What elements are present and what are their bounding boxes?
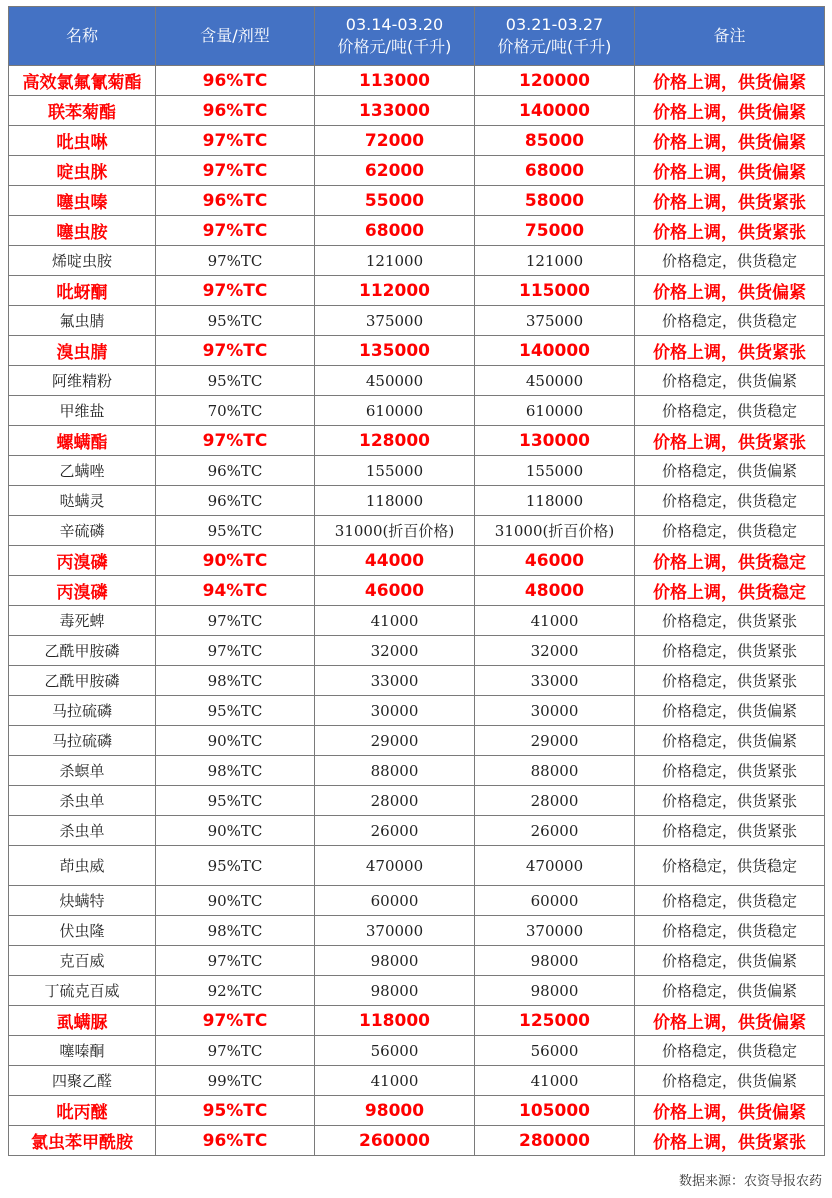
cell-note: 价格稳定，供货稳定 — [635, 486, 825, 516]
cell-name: 噻虫胺 — [9, 216, 156, 246]
cell-price-period-2: 98000 — [475, 946, 635, 976]
cell-price-period-2: 48000 — [475, 576, 635, 606]
cell-note: 价格上调，供货偏紧 — [635, 126, 825, 156]
table-row — [9, 66, 825, 96]
header-period-2-unit: 价格元/吨(千升) — [497, 37, 612, 56]
cell-price-period-1: 128000 — [315, 426, 475, 456]
cell-name: 杀螟单 — [9, 756, 156, 786]
cell-price-period-1: 31000(折百价格) — [315, 516, 475, 546]
table-row — [9, 696, 825, 726]
cell-content: 70%TC — [156, 396, 315, 426]
cell-price-period-2: 46000 — [475, 546, 635, 576]
cell-content: 95%TC — [156, 366, 315, 396]
cell-price-period-2: 125000 — [475, 1006, 635, 1036]
cell-note: 价格稳定，供货紧张 — [635, 786, 825, 816]
cell-content: 97%TC — [156, 1036, 315, 1066]
cell-name: 联苯菊酯 — [9, 96, 156, 126]
table-row — [9, 576, 825, 606]
cell-content: 97%TC — [156, 216, 315, 246]
cell-price-period-1: 375000 — [315, 306, 475, 336]
cell-price-period-1: 121000 — [315, 246, 475, 276]
header-row — [9, 7, 825, 66]
table-row — [9, 516, 825, 546]
cell-note: 价格上调，供货稳定 — [635, 546, 825, 576]
cell-price-period-2: 33000 — [475, 666, 635, 696]
cell-price-period-2: 31000(折百价格) — [475, 516, 635, 546]
cell-content: 96%TC — [156, 1126, 315, 1156]
cell-content: 95%TC — [156, 786, 315, 816]
table-row — [9, 96, 825, 126]
cell-note: 价格稳定，供货偏紧 — [635, 946, 825, 976]
cell-name: 毒死蜱 — [9, 606, 156, 636]
cell-note: 价格上调，供货紧张 — [635, 426, 825, 456]
cell-content: 98%TC — [156, 756, 315, 786]
cell-content: 97%TC — [156, 126, 315, 156]
cell-price-period-2: 105000 — [475, 1096, 635, 1126]
table-row — [9, 276, 825, 306]
cell-name: 吡丙醚 — [9, 1096, 156, 1126]
cell-content: 99%TC — [156, 1066, 315, 1096]
cell-price-period-2: 60000 — [475, 886, 635, 916]
cell-price-period-1: 28000 — [315, 786, 475, 816]
cell-price-period-1: 610000 — [315, 396, 475, 426]
cell-name: 丁硫克百威 — [9, 976, 156, 1006]
cell-price-period-1: 33000 — [315, 666, 475, 696]
cell-price-period-1: 155000 — [315, 456, 475, 486]
header-period-1 — [315, 7, 475, 66]
cell-price-period-2: 118000 — [475, 486, 635, 516]
cell-content: 95%TC — [156, 1096, 315, 1126]
cell-price-period-1: 55000 — [315, 186, 475, 216]
header-content: 含量/剂型 — [156, 7, 315, 66]
cell-content: 94%TC — [156, 576, 315, 606]
cell-content: 96%TC — [156, 486, 315, 516]
cell-name: 烯啶虫胺 — [9, 246, 156, 276]
cell-note: 价格上调，供货偏紧 — [635, 96, 825, 126]
cell-name: 甲维盐 — [9, 396, 156, 426]
cell-name: 伏虫隆 — [9, 916, 156, 946]
cell-note: 价格稳定，供货紧张 — [635, 816, 825, 846]
cell-content: 98%TC — [156, 916, 315, 946]
cell-note: 价格稳定，供货偏紧 — [635, 456, 825, 486]
cell-note: 价格稳定，供货稳定 — [635, 246, 825, 276]
cell-name: 溴虫腈 — [9, 336, 156, 366]
cell-note: 价格稳定，供货偏紧 — [635, 726, 825, 756]
cell-name: 丙溴磷 — [9, 576, 156, 606]
cell-content: 97%TC — [156, 606, 315, 636]
cell-price-period-1: 29000 — [315, 726, 475, 756]
cell-note: 价格稳定，供货偏紧 — [635, 366, 825, 396]
cell-name: 炔螨特 — [9, 886, 156, 916]
cell-price-period-2: 370000 — [475, 916, 635, 946]
price-table — [8, 6, 825, 1156]
header-period-1-date: 03.14-03.20 — [345, 15, 444, 34]
cell-name: 杀虫单 — [9, 786, 156, 816]
cell-price-period-1: 98000 — [315, 976, 475, 1006]
table-row — [9, 1036, 825, 1066]
cell-note: 价格稳定，供货稳定 — [635, 396, 825, 426]
cell-price-period-2: 58000 — [475, 186, 635, 216]
cell-note: 价格上调，供货偏紧 — [635, 156, 825, 186]
cell-content: 95%TC — [156, 846, 315, 886]
cell-content: 90%TC — [156, 816, 315, 846]
cell-note: 价格稳定，供货稳定 — [635, 916, 825, 946]
cell-content: 96%TC — [156, 456, 315, 486]
cell-price-period-1: 135000 — [315, 336, 475, 366]
cell-price-period-1: 41000 — [315, 1066, 475, 1096]
cell-content: 95%TC — [156, 516, 315, 546]
cell-price-period-2: 28000 — [475, 786, 635, 816]
table-row — [9, 1066, 825, 1096]
cell-price-period-2: 120000 — [475, 66, 635, 96]
cell-price-period-1: 72000 — [315, 126, 475, 156]
cell-price-period-1: 450000 — [315, 366, 475, 396]
header-period-2-date: 03.21-03.27 — [505, 15, 604, 34]
cell-note: 价格稳定，供货紧张 — [635, 756, 825, 786]
cell-price-period-1: 56000 — [315, 1036, 475, 1066]
table-row — [9, 786, 825, 816]
cell-price-period-2: 68000 — [475, 156, 635, 186]
table-body — [9, 66, 825, 1156]
table-row — [9, 1126, 825, 1156]
table-row — [9, 756, 825, 786]
cell-name: 茚虫威 — [9, 846, 156, 886]
cell-content: 95%TC — [156, 696, 315, 726]
cell-note: 价格稳定，供货紧张 — [635, 636, 825, 666]
cell-note: 价格稳定，供货稳定 — [635, 516, 825, 546]
header-name: 名称 — [9, 7, 156, 66]
cell-price-period-1: 32000 — [315, 636, 475, 666]
table-row — [9, 156, 825, 186]
data-source-note: 数据来源：农资导报农药 — [678, 1174, 822, 1189]
cell-note: 价格稳定，供货偏紧 — [635, 696, 825, 726]
cell-note: 价格稳定，供货稳定 — [635, 1036, 825, 1066]
cell-note: 价格上调，供货紧张 — [635, 1126, 825, 1156]
cell-price-period-2: 85000 — [475, 126, 635, 156]
cell-price-period-2: 375000 — [475, 306, 635, 336]
cell-price-period-2: 30000 — [475, 696, 635, 726]
cell-name: 乙酰甲胺磷 — [9, 636, 156, 666]
cell-price-period-1: 470000 — [315, 846, 475, 886]
cell-note: 价格稳定，供货紧张 — [635, 606, 825, 636]
table-row — [9, 546, 825, 576]
cell-note: 价格稳定，供货偏紧 — [635, 976, 825, 1006]
cell-price-period-2: 470000 — [475, 846, 635, 886]
cell-price-period-2: 32000 — [475, 636, 635, 666]
table-row — [9, 886, 825, 916]
cell-price-period-1: 133000 — [315, 96, 475, 126]
cell-name: 乙螨唑 — [9, 456, 156, 486]
cell-name: 哒螨灵 — [9, 486, 156, 516]
table-row — [9, 816, 825, 846]
table-row — [9, 946, 825, 976]
cell-content: 96%TC — [156, 66, 315, 96]
cell-price-period-1: 113000 — [315, 66, 475, 96]
cell-price-period-1: 88000 — [315, 756, 475, 786]
table-row — [9, 976, 825, 1006]
table-row — [9, 916, 825, 946]
table-row — [9, 126, 825, 156]
cell-content: 90%TC — [156, 546, 315, 576]
header-note: 备注 — [635, 7, 825, 66]
table-row — [9, 186, 825, 216]
cell-note: 价格上调，供货偏紧 — [635, 1096, 825, 1126]
cell-content: 90%TC — [156, 886, 315, 916]
cell-note: 价格上调，供货偏紧 — [635, 1006, 825, 1036]
cell-name: 氯虫苯甲酰胺 — [9, 1126, 156, 1156]
table-header — [9, 7, 825, 66]
cell-price-period-1: 98000 — [315, 1096, 475, 1126]
cell-price-period-2: 140000 — [475, 336, 635, 366]
cell-content: 97%TC — [156, 1006, 315, 1036]
cell-price-period-1: 44000 — [315, 546, 475, 576]
cell-note: 价格上调，供货稳定 — [635, 576, 825, 606]
cell-price-period-1: 370000 — [315, 916, 475, 946]
cell-name: 克百威 — [9, 946, 156, 976]
cell-name: 噻虫嗪 — [9, 186, 156, 216]
cell-name: 啶虫脒 — [9, 156, 156, 186]
cell-content: 95%TC — [156, 306, 315, 336]
cell-name: 吡蚜酮 — [9, 276, 156, 306]
table-row — [9, 426, 825, 456]
cell-note: 价格稳定，供货紧张 — [635, 666, 825, 696]
cell-price-period-1: 118000 — [315, 486, 475, 516]
cell-price-period-2: 121000 — [475, 246, 635, 276]
cell-price-period-2: 56000 — [475, 1036, 635, 1066]
cell-note: 价格稳定，供货偏紧 — [635, 1066, 825, 1096]
cell-price-period-2: 29000 — [475, 726, 635, 756]
table-row — [9, 246, 825, 276]
cell-name: 高效氯氟氰菊酯 — [9, 66, 156, 96]
header-period-1-unit: 价格元/吨(千升) — [337, 37, 452, 56]
table-row — [9, 846, 825, 886]
table-row — [9, 666, 825, 696]
cell-content: 96%TC — [156, 96, 315, 126]
cell-price-period-1: 62000 — [315, 156, 475, 186]
table-row — [9, 1006, 825, 1036]
cell-price-period-2: 41000 — [475, 606, 635, 636]
cell-price-period-2: 88000 — [475, 756, 635, 786]
cell-name: 马拉硫磷 — [9, 696, 156, 726]
cell-name: 马拉硫磷 — [9, 726, 156, 756]
cell-name: 乙酰甲胺磷 — [9, 666, 156, 696]
cell-price-period-1: 26000 — [315, 816, 475, 846]
table-row — [9, 1096, 825, 1126]
cell-price-period-1: 68000 — [315, 216, 475, 246]
cell-price-period-2: 75000 — [475, 216, 635, 246]
cell-price-period-1: 260000 — [315, 1126, 475, 1156]
table-row — [9, 456, 825, 486]
cell-note: 价格上调，供货偏紧 — [635, 66, 825, 96]
header-period-2 — [475, 7, 635, 66]
table-row — [9, 306, 825, 336]
table-row — [9, 726, 825, 756]
cell-name: 阿维精粉 — [9, 366, 156, 396]
table-row — [9, 606, 825, 636]
cell-price-period-2: 450000 — [475, 366, 635, 396]
cell-content: 97%TC — [156, 336, 315, 366]
cell-note: 价格上调，供货偏紧 — [635, 276, 825, 306]
cell-content: 97%TC — [156, 426, 315, 456]
cell-content: 97%TC — [156, 246, 315, 276]
cell-price-period-2: 98000 — [475, 976, 635, 1006]
cell-name: 吡虫啉 — [9, 126, 156, 156]
table-row — [9, 486, 825, 516]
cell-price-period-1: 46000 — [315, 576, 475, 606]
cell-content: 97%TC — [156, 276, 315, 306]
table-row — [9, 336, 825, 366]
table-row — [9, 216, 825, 246]
cell-name: 辛硫磷 — [9, 516, 156, 546]
cell-note: 价格稳定，供货稳定 — [635, 846, 825, 886]
cell-price-period-2: 115000 — [475, 276, 635, 306]
cell-note: 价格稳定，供货稳定 — [635, 886, 825, 916]
cell-name: 噻嗪酮 — [9, 1036, 156, 1066]
cell-note: 价格上调，供货紧张 — [635, 216, 825, 246]
cell-name: 螺螨酯 — [9, 426, 156, 456]
cell-price-period-2: 280000 — [475, 1126, 635, 1156]
cell-price-period-2: 130000 — [475, 426, 635, 456]
table-row — [9, 396, 825, 426]
cell-content: 92%TC — [156, 976, 315, 1006]
cell-content: 98%TC — [156, 666, 315, 696]
cell-name: 虱螨脲 — [9, 1006, 156, 1036]
cell-price-period-1: 112000 — [315, 276, 475, 306]
cell-price-period-1: 41000 — [315, 606, 475, 636]
cell-name: 四聚乙醛 — [9, 1066, 156, 1096]
cell-price-period-1: 60000 — [315, 886, 475, 916]
cell-price-period-1: 30000 — [315, 696, 475, 726]
cell-content: 96%TC — [156, 186, 315, 216]
cell-price-period-2: 26000 — [475, 816, 635, 846]
cell-content: 97%TC — [156, 636, 315, 666]
cell-name: 丙溴磷 — [9, 546, 156, 576]
cell-price-period-2: 140000 — [475, 96, 635, 126]
table-row — [9, 366, 825, 396]
table-row — [9, 636, 825, 666]
cell-price-period-1: 98000 — [315, 946, 475, 976]
cell-content: 90%TC — [156, 726, 315, 756]
cell-name: 氟虫腈 — [9, 306, 156, 336]
cell-name: 杀虫单 — [9, 816, 156, 846]
cell-price-period-2: 155000 — [475, 456, 635, 486]
cell-content: 97%TC — [156, 156, 315, 186]
cell-note: 价格上调，供货紧张 — [635, 186, 825, 216]
cell-content: 97%TC — [156, 946, 315, 976]
cell-note: 价格上调，供货紧张 — [635, 336, 825, 366]
cell-price-period-1: 118000 — [315, 1006, 475, 1036]
cell-note: 价格稳定，供货稳定 — [635, 306, 825, 336]
cell-price-period-2: 610000 — [475, 396, 635, 426]
cell-price-period-2: 41000 — [475, 1066, 635, 1096]
